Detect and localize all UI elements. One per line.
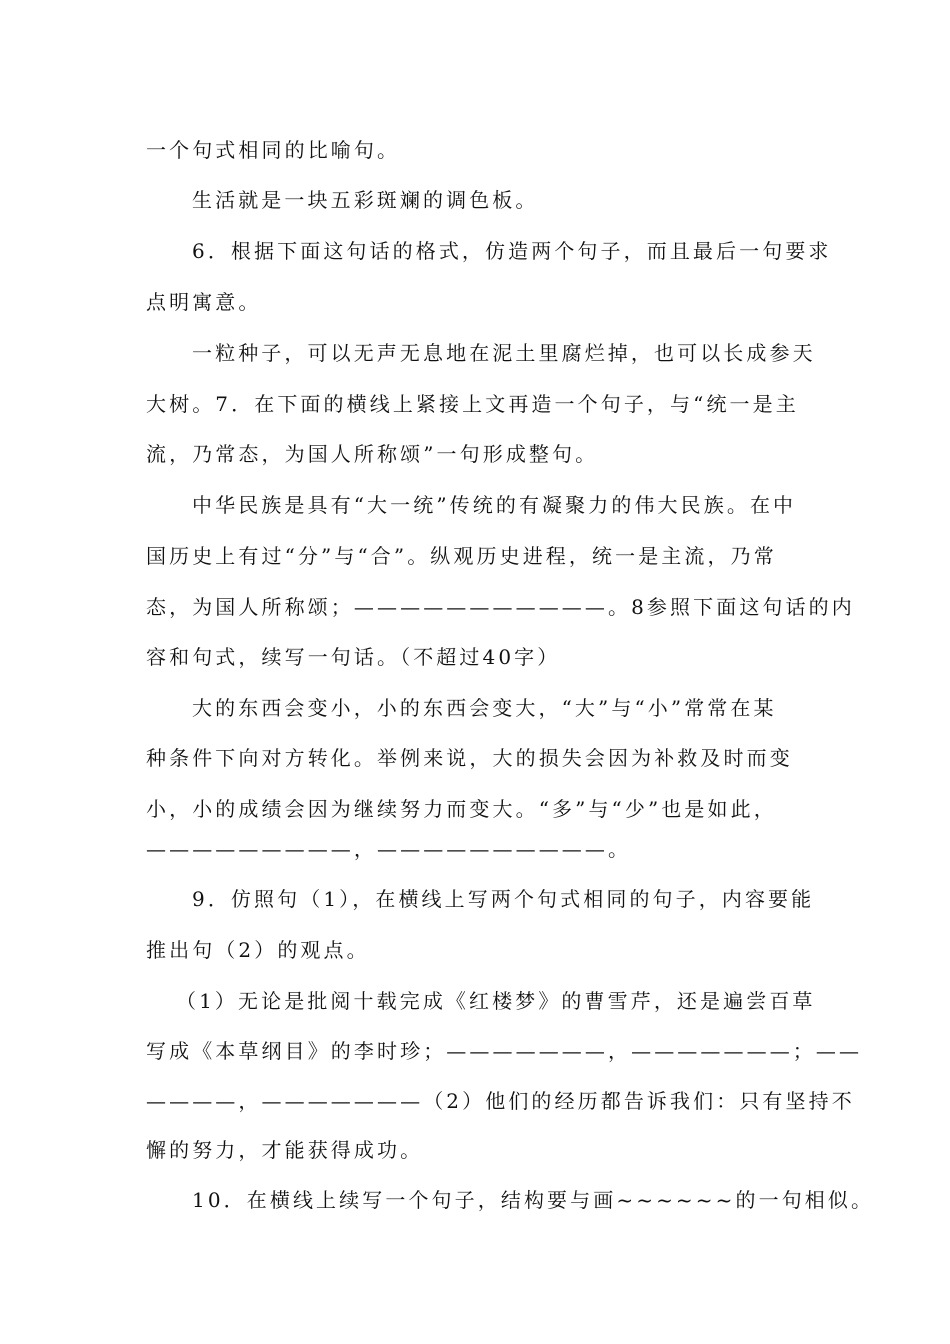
text-line: 大树。7．在下面的横线上紧接上文再造一个句子，与“统一是主 [146,392,799,416]
text-line: 中华民族是具有“大一统”传统的有凝聚力的伟大民族。在中 [192,493,797,517]
text-line: 一粒种子，可以无声无息地在泥土里腐烂掉，也可以长成参天 [192,341,816,365]
text-line: 推出句（2）的观点。 [146,938,370,962]
text-line: （1）无论是批阅十载完成《红楼梦》的曹雪芹，还是遍尝百草 [176,989,816,1013]
text-line: 容和句式，续写一句话。（不超过40字） [146,645,561,669]
text-line: 大的东西会变小，小的东西会变大，“大”与“小”常常在某 [192,696,777,720]
text-line: 懈的努力，才能获得成功。 [146,1138,424,1162]
text-line: 点明寓意。 [146,290,262,314]
text-line: 态，为国人所称颂；———————————。8参照下面这句话的内 [146,595,855,619]
text-line: 一个句式相同的比喻句。 [146,138,401,162]
text-line: ————，———————（2）他们的经历都告诉我们：只有坚持不 [146,1089,855,1113]
text-line: 流，乃常态，为国人所称颂”一句形成整句。 [146,442,599,466]
text-line: 生活就是一块五彩斑斓的调色板。 [192,188,539,212]
text-line: 6．根据下面这句话的格式，仿造两个句子，而且最后一句要求 [192,239,832,263]
text-line: —————————，——————————。 [146,837,632,861]
text-line: 写成《本草纲目》的李时珍；———————，———————；—— [146,1039,863,1063]
text-line: 国历史上有过“分”与“合”。纵观历史进程，统一是主流，乃常 [146,544,777,568]
text-line: 9．仿照句（1），在横线上写两个句式相同的句子，内容要能 [192,887,815,911]
text-line: 10．在横线上续写一个句子，结构要与画~~~~~~的一句相似。 [192,1188,875,1212]
text-line: 种条件下向对方转化。举例来说，大的损失会因为补救及时而变 [146,746,793,770]
text-line: 小，小的成绩会因为继续努力而变大。“多”与“少”也是如此， [146,797,777,821]
